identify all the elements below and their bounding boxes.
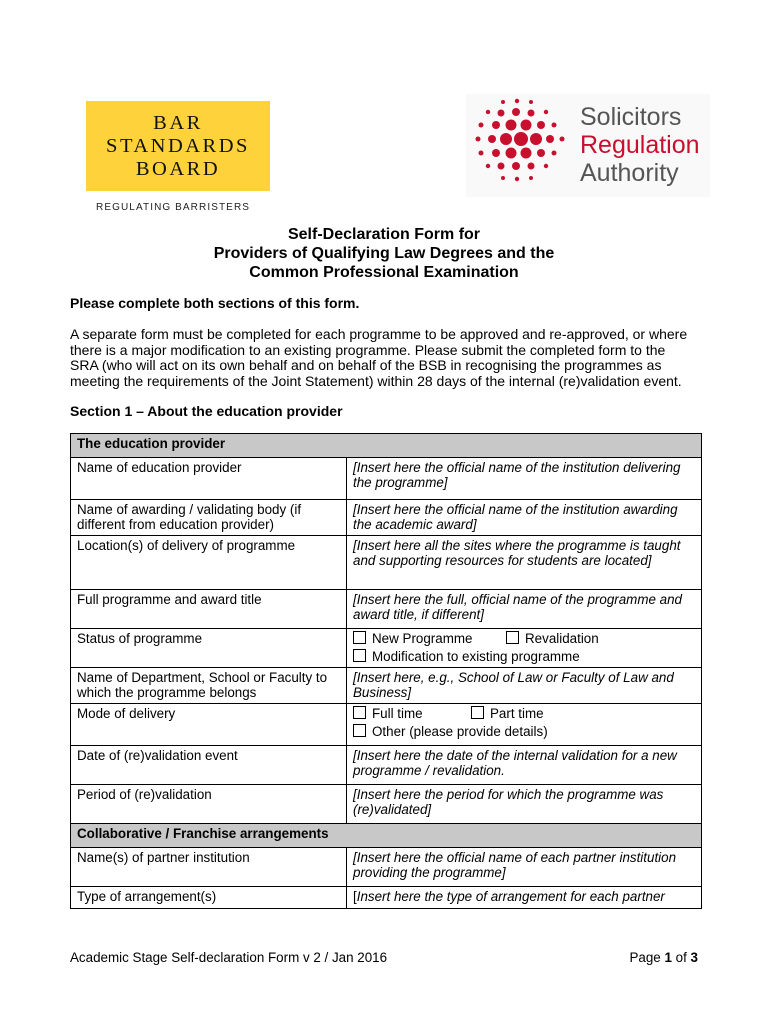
bsb-logo-line: BOARD [135, 158, 221, 180]
checkbox-option[interactable] [353, 706, 471, 721]
form-title-line: Providers of Qualifying Law Degrees and the [213, 245, 555, 262]
sra-dots-logo-icon [470, 96, 570, 192]
checkbox-option[interactable] [353, 649, 580, 664]
bsb-tagline: REGULATING BARRISTERS [96, 202, 251, 213]
bsb-logo-line: BAR [153, 112, 203, 134]
field-label: Name of Department, School or Faculty to which the programme belongs [71, 668, 347, 704]
checkbox-label: Modification to existing programme [372, 649, 580, 664]
checkbox[interactable] [353, 724, 366, 737]
sra-logo-line: Solicitors [580, 103, 682, 131]
intro-line: meeting the requirements of the Joint Statement) within 28 days of the internal (re)validation event. [70, 373, 682, 389]
bsb-logo [86, 101, 270, 191]
table-row [71, 536, 702, 590]
field-label: Name of awarding / validating body (if different from education provider) [71, 500, 347, 536]
mode-options [347, 704, 702, 746]
table-row [71, 704, 702, 746]
field-label: Date of (re)validation event [71, 746, 347, 785]
field-label: Location(s) of delivery of programme [71, 536, 347, 590]
intro-line: A separate form must be completed for each programme to be approved and re-approved, or where [70, 326, 688, 342]
table-row [71, 500, 702, 536]
field-label: Name of education provider [71, 458, 347, 500]
table-row [71, 785, 702, 824]
form-title-line: Common Professional Examination [249, 264, 519, 281]
table-row [71, 590, 702, 629]
field-label: Full programme and award title [71, 590, 347, 629]
table-section-header: Collaborative / Franchise arrangements [71, 824, 702, 848]
field-value[interactable]: [Insert here the official name of each partner institution providing the programme] [347, 848, 702, 887]
page-word: Page [629, 950, 661, 965]
field-label: Type of arrangement(s) [71, 887, 347, 909]
checkbox[interactable] [353, 706, 366, 719]
table-section-header: The education provider [71, 434, 702, 458]
checkbox-label: Part time [490, 706, 544, 721]
field-value[interactable]: [Insert here the official name of the institution awarding the academic award] [347, 500, 702, 536]
checkbox-option[interactable] [353, 724, 548, 739]
table-row [71, 458, 702, 500]
field-value[interactable]: [Insert here the official name of the institution delivering the programme] [347, 458, 702, 500]
checkbox-option[interactable] [353, 631, 506, 646]
checkbox[interactable] [353, 649, 366, 662]
footer-page-number [629, 950, 698, 965]
table-header-row [71, 434, 702, 458]
checkbox-option[interactable] [471, 706, 544, 721]
education-provider-table [70, 433, 702, 909]
sra-logo-line: Regulation [580, 131, 700, 159]
status-options [347, 629, 702, 668]
field-value[interactable]: [Insert here the date of the internal validation for a new programme / revalidation. [347, 746, 702, 785]
section-heading: Section 1 – About the education provider [70, 403, 343, 419]
checkbox-label: Full time [372, 706, 423, 721]
table-row [71, 629, 702, 668]
page-current: 1 [664, 950, 672, 965]
checkbox[interactable] [353, 631, 366, 644]
checkbox-label: Revalidation [525, 631, 599, 646]
checkbox-option[interactable] [506, 631, 599, 646]
intro-line: SRA (who will act on its own behalf and on behalf of the BSB in recognising the programmes as [70, 357, 662, 373]
footer-doc-title: Academic Stage Self-declaration Form v 2 / Jan 2016 [70, 950, 388, 965]
checkbox[interactable] [506, 631, 519, 644]
field-value[interactable] [347, 887, 702, 909]
intro-line: there is a major modification to an existing programme. Please submit the completed form to the [70, 342, 666, 358]
field-label: Mode of delivery [71, 704, 347, 746]
table-row [71, 746, 702, 785]
of-word: of [675, 950, 687, 965]
field-value-text: Insert here the type of arrangement for each partner [356, 889, 665, 904]
field-value[interactable]: [Insert here the period for which the programme was (re)validated] [347, 785, 702, 824]
table-row [71, 848, 702, 887]
page-total: 3 [690, 950, 698, 965]
bracket: [ [353, 889, 357, 904]
bsb-logo-line: STANDARDS [106, 135, 250, 157]
sra-logo-line: Authority [580, 159, 679, 187]
form-title-line: Self-Declaration Form for [287, 226, 481, 243]
field-value[interactable]: [Insert here the full, official name of the programme and award title, if different] [347, 590, 702, 629]
instruction-text: Please complete both sections of this form. [70, 295, 360, 311]
table-header-row [71, 824, 702, 848]
checkbox-label: New Programme [372, 631, 473, 646]
checkbox[interactable] [471, 706, 484, 719]
field-label: Name(s) of partner institution [71, 848, 347, 887]
field-label: Period of (re)validation [71, 785, 347, 824]
field-label: Status of programme [71, 629, 347, 668]
field-value[interactable]: [Insert here all the sites where the programme is taught and supporting resources for students are located] [347, 536, 702, 590]
field-value[interactable]: [Insert here, e.g., School of Law or Faculty of Law and Business] [347, 668, 702, 704]
checkbox-label: Other (please provide details) [372, 724, 548, 739]
table-row [71, 668, 702, 704]
table-row [71, 887, 702, 909]
